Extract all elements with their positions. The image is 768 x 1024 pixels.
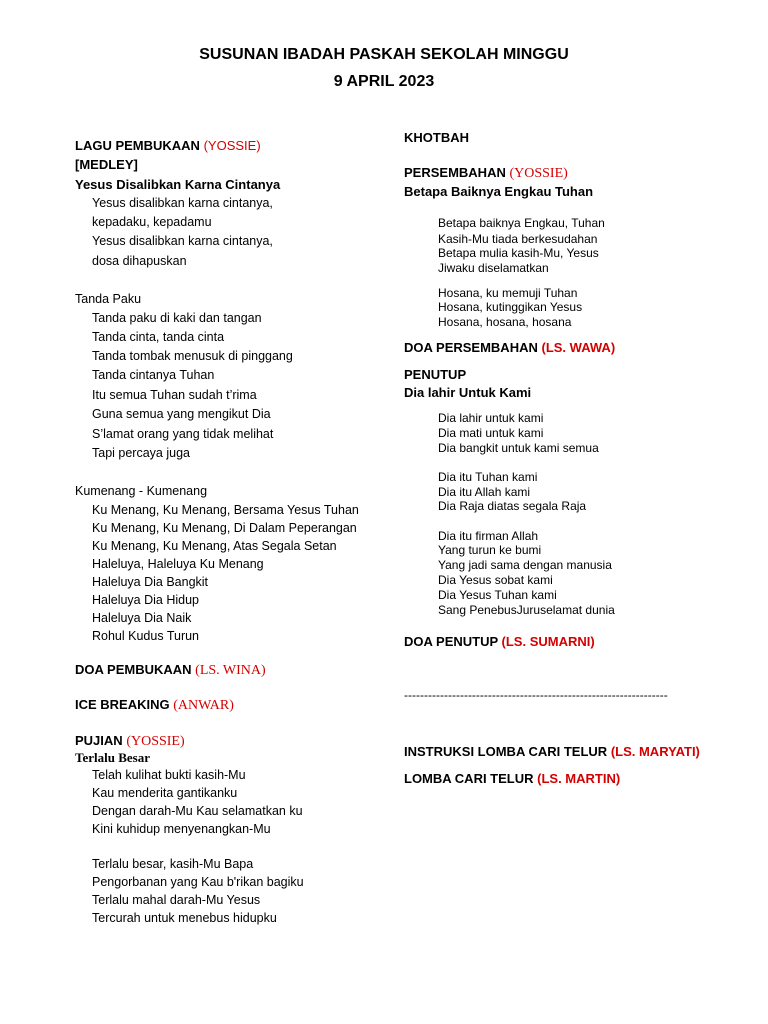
lyric-line: Ku Menang, Ku Menang, Atas Segala Setan [92,539,337,553]
lyric-line: Yesus disalibkan karna cintanya, [92,234,273,248]
lyric-line: Tercurah untuk menebus hidupku [92,911,277,925]
lyric-line: Ku Menang, Ku Menang, Bersama Yesus Tuhan [92,503,359,517]
lyric-line: Guna semua yang mengikut Dia [92,407,271,421]
persembahan-heading [404,165,568,182]
lyric-line: dosa dihapuskan [92,254,187,268]
ice-breaking-heading [75,697,234,714]
leader-name: (LS. WAWA) [541,340,616,355]
lyric-line: Dia itu Allah kami [438,485,531,499]
lyric-line: Dia bangkit untuk kami semua [438,441,599,455]
lyric-line: Tapi percaya juga [92,446,190,460]
lyric-line: Terlalu mahal darah-Mu Yesus [92,893,261,907]
lyric-line: Rohul Kudus Turun [92,629,200,643]
lyric-line: Telah kulihat bukti kasih-Mu [92,768,246,782]
lyric-line: kepadaku, kepadamu [92,215,212,229]
section-label: ICE BREAKING [75,697,170,712]
lyric-line: Tanda tombak menusuk di pinggang [92,349,293,363]
lyric-line: Haleluya Dia Hidup [92,593,200,607]
leader-name: (ANWAR) [173,698,234,713]
lyric-line: Haleluya Dia Bangkit [92,575,209,589]
lyric-line: Dia Yesus sobat kami [438,573,553,587]
section-divider: ------------------------------------------------------------------ [404,688,668,702]
lyric-line: Betapa baiknya Engkau, Tuhan [438,216,605,230]
lyric-line: Dia lahir untuk kami [438,411,544,425]
leader-name: (LS. WINA) [195,663,266,678]
section-label: INSTRUKSI LOMBA CARI TELUR [404,744,608,759]
song-title: Yesus Disalibkan Karna Cintanya [75,177,281,192]
lyric-line: Jiwaku diselamatkan [438,261,549,275]
song-title: Kumenang - Kumenang [75,484,208,498]
lyric-line: Dia Yesus Tuhan kami [438,588,557,602]
lyric-line: Dia Raja diatas segala Raja [438,499,587,513]
lyric-line: S’lamat orang yang tidak melihat [92,427,274,441]
lomba-heading [404,771,620,786]
section-label: DOA PENUTUP [404,634,498,649]
lyric-line: Kau menderita gantikanku [92,786,238,800]
section-label: LAGU PEMBUKAAN [75,138,200,153]
lyric-line: Dengan darah-Mu Kau selamatkan ku [92,804,303,818]
instruksi-heading [404,744,700,759]
lyric-line: Haleluya Dia Naik [92,611,192,625]
leader-name: (YOSSIE) [126,734,185,749]
lyric-line: Hosana, hosana, hosana [438,315,572,329]
leader-name: (LS. SUMARNI) [501,634,595,649]
song-title: Tanda Paku [75,292,142,306]
leader-name: (YOSSIE) [203,138,261,153]
section-label: PUJIAN [75,733,123,748]
lyric-line: Hosana, ku memuji Tuhan [438,286,578,300]
lyric-line: Kasih-Mu tiada berkesudahan [438,232,598,246]
pujian-heading [75,733,185,750]
lyric-line: Haleluya, Haleluya Ku Menang [92,557,264,571]
page-date: 9 APRIL 2023 [333,73,435,90]
lyric-line: Dia itu firman Allah [438,529,539,543]
lyric-line: Dia itu Tuhan kami [438,470,538,484]
lagu-pembukaan-heading [75,138,261,153]
section-label: LOMBA CARI TELUR [404,771,534,786]
lyric-line: Yang turun ke bumi [438,543,542,557]
khotbah-heading: KHOTBAH [404,130,469,145]
section-label: DOA PERSEMBAHAN [404,340,538,355]
penutup-heading: PENUTUP [404,367,467,382]
song-title: Betapa Baiknya Engkau Tuhan [404,184,594,199]
lyric-line: Ku Menang, Ku Menang, Di Dalam Peperangan [92,521,357,535]
leader-name: (LS. MARTIN) [537,771,621,786]
song-title: Dia lahir Untuk Kami [404,385,532,400]
page-title: SUSUNAN IBADAH PASKAH SEKOLAH MINGGU [199,46,569,63]
leader-name: (LS. MARYATI) [610,744,700,759]
doa-persembahan-heading [404,340,615,355]
song-title: Terlalu Besar [75,750,150,765]
lyric-line: Tanda cinta, tanda cinta [92,330,225,344]
lyric-line: Dia mati untuk kami [438,426,544,440]
lyric-line: Tanda cintanya Tuhan [92,368,215,382]
lyric-line: Pengorbanan yang Kau b'rikan bagiku [92,875,304,889]
lyric-line: Yang jadi sama dengan manusia [438,558,612,572]
medley-label: [MEDLEY] [75,157,138,172]
leader-name: (YOSSIE) [509,166,568,181]
doa-pembukaan-heading [75,662,266,679]
lyric-line: Betapa mulia kasih-Mu, Yesus [438,246,599,260]
lyric-line: Tanda paku di kaki dan tangan [92,311,262,325]
lyric-line: Kini kuhidup menyenangkan-Mu [92,822,271,836]
doa-penutup-heading [404,634,595,649]
lyric-line: Terlalu besar, kasih-Mu Bapa [92,857,254,871]
lyric-line: Hosana, kutinggikan Yesus [438,300,583,314]
lyric-line: Yesus disalibkan karna cintanya, [92,196,273,210]
section-label: DOA PEMBUKAAN [75,662,192,677]
lyric-line: Sang PenebusJuruselamat dunia [438,603,615,617]
lyric-line: Itu semua Tuhan sudah t’rima [92,388,257,402]
section-label: PERSEMBAHAN [404,165,506,180]
